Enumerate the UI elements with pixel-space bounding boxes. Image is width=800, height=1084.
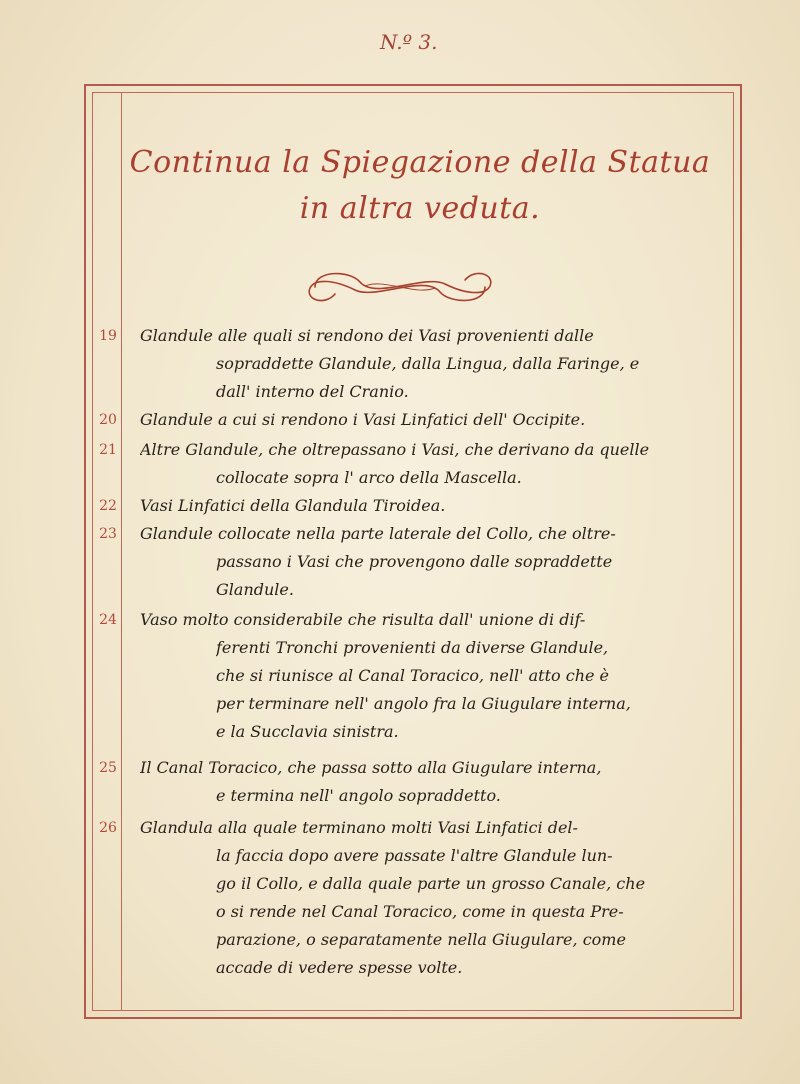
entry-item: [96, 406, 736, 434]
entry-item: [96, 754, 736, 810]
entry-number: 19: [99, 328, 117, 344]
title-line-1: Continua la Spiegazione della Statua: [129, 145, 711, 180]
entry-line: passano i Vasi che provengono dalle sopraddette: [216, 552, 613, 571]
entry-line: collocate sopra l' arco della Mascella.: [216, 468, 522, 487]
entry-line: parazione, o separatamente nella Giugulare, come: [216, 930, 626, 949]
entry-line: Glandule collocate nella parte laterale del Collo, che oltre-: [140, 524, 616, 543]
entry-line: accade di vedere spesse volte.: [216, 958, 463, 977]
entry-number: 23: [99, 526, 117, 542]
entry-line: Glandule a cui si rendono i Vasi Linfatici dell' Occipite.: [140, 410, 586, 429]
title-line-2: in altra veduta.: [299, 191, 541, 226]
entry-line: Il Canal Toracico, che passa sotto alla Giugulare interna,: [140, 758, 602, 777]
entry-line: e termina nell' angolo sopraddetto.: [216, 786, 501, 805]
entry-line: Glandule alle quali si rendono dei Vasi provenienti dalle: [140, 326, 594, 345]
entry-item: [96, 520, 736, 604]
page-number: N.º 3.: [380, 30, 438, 54]
page-title: [100, 140, 740, 232]
entry-line: o si rende nel Canal Toracico, come in questa Pre-: [216, 902, 624, 921]
entry-item: [96, 814, 736, 982]
entry-line: Altre Glandule, che oltrepassano i Vasi, che derivano da quelle: [140, 440, 650, 459]
entry-item: [96, 436, 736, 492]
entry-line: go il Collo, e dalla quale parte un grosso Canale, che: [216, 874, 646, 893]
entry-line: che si riunisce al Canal Toracico, nell' atto che è: [216, 666, 610, 685]
entry-item: [96, 322, 736, 406]
entry-line: e la Succlavia sinistra.: [216, 722, 399, 741]
entry-number: 25: [99, 760, 117, 776]
entry-item: [96, 606, 736, 746]
entry-number: 26: [99, 820, 117, 836]
entry-line: Vasi Linfatici della Glandula Tiroidea.: [140, 496, 446, 515]
entry-number: 24: [99, 612, 117, 628]
entries-list: [96, 322, 736, 982]
entry-line: Vaso molto considerabile che risulta dall' unione di dif-: [140, 610, 586, 629]
entry-line: Glandule.: [216, 580, 294, 599]
entry-line: Glandula alla quale terminano molti Vasi Linfatici del-: [140, 818, 578, 837]
entry-line: dall' interno del Cranio.: [216, 382, 409, 401]
entry-line: sopraddette Glandule, dalla Lingua, dalla Faringe, e: [216, 354, 640, 373]
entry-number: 20: [99, 412, 117, 428]
entry-line: ferenti Tronchi provenienti da diverse Glandule,: [216, 638, 609, 657]
entry-number: 21: [99, 442, 117, 458]
flourish-ornament-icon: [295, 262, 505, 312]
entry-line: la faccia dopo avere passate l'altre Glandule lun-: [216, 846, 613, 865]
entry-line: per terminare nell' angolo fra la Giugulare interna,: [216, 694, 631, 713]
entry-number: 22: [99, 498, 117, 514]
entry-item: [96, 492, 736, 520]
